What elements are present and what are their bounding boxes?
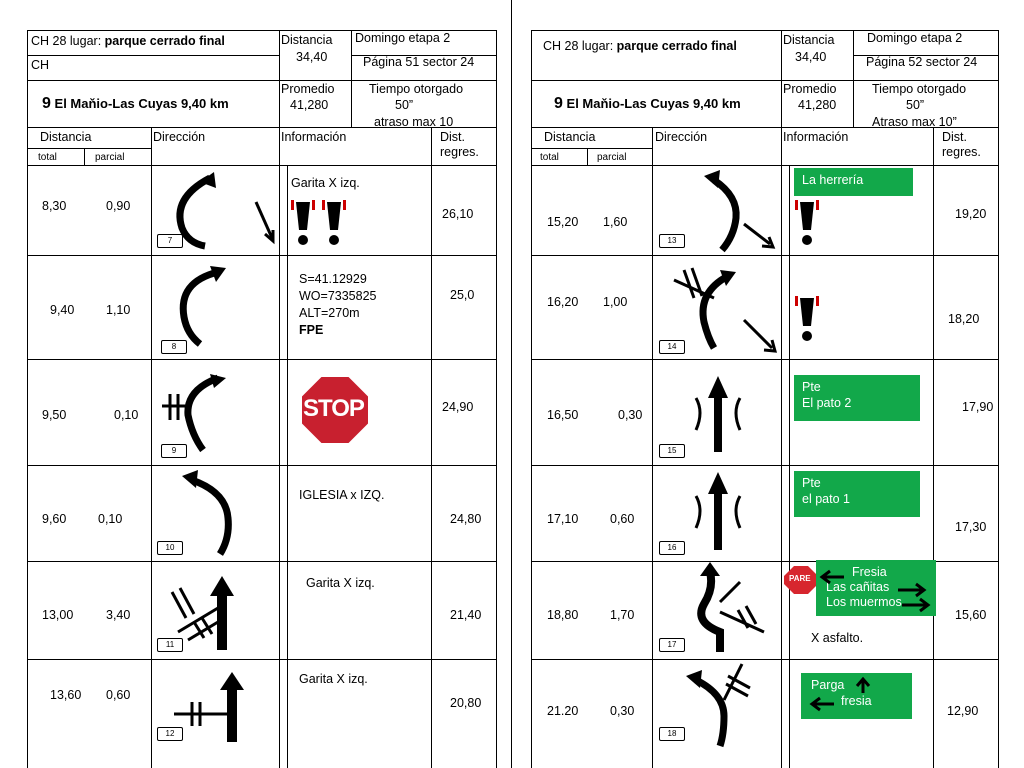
col-total: total: [540, 152, 559, 163]
tulip-left-crossing-icon: [670, 262, 780, 357]
sign-line: Pte: [802, 476, 821, 490]
sign-line: Los muermos: [826, 595, 902, 609]
partial-distance: 0,10: [98, 512, 123, 526]
regres-distance: 24,80: [450, 512, 482, 526]
arrow-right-icon: [898, 583, 928, 613]
regres-distance: 20,80: [450, 696, 482, 710]
average-label: Promedio: [783, 82, 837, 96]
delay-label: atraso max 10: [374, 115, 454, 129]
total-distance: 21.20: [547, 704, 579, 718]
info-text: IGLESIA x IZQ.: [299, 488, 385, 502]
arrow-left-icon: [810, 697, 836, 711]
regres-distance: 19,20: [955, 207, 987, 221]
fpe-text: FPE: [299, 323, 324, 337]
regres-distance: 25,0: [450, 288, 475, 302]
info-text: Garita X izq.: [291, 176, 360, 190]
partial-distance: 0,30: [618, 408, 643, 422]
checkpoint-place: parque cerrado final: [616, 39, 737, 53]
step-badge: 10: [157, 541, 183, 555]
col-direccion: Dirección: [153, 130, 206, 144]
total-distance: 13,00: [42, 608, 74, 622]
step-badge: 13: [659, 234, 685, 248]
regres-distance: 17,90: [962, 400, 994, 414]
checkpoint-title: [543, 39, 737, 54]
total-distance: 16,50: [547, 408, 579, 422]
total-distance: 9,50: [42, 408, 67, 422]
col-distancia: Distancia: [544, 130, 596, 144]
tulip-s-curve-crossing-icon: [680, 562, 780, 656]
danger-icon: [795, 296, 819, 344]
distance-label: Distancia: [281, 33, 333, 47]
step-badge: 9: [161, 444, 187, 458]
step-badge: 8: [161, 340, 187, 354]
leg-number: 9: [554, 95, 563, 112]
sign-line: fresia: [841, 694, 872, 708]
time-value: 50”: [906, 98, 925, 112]
partial-distance: 0,30: [610, 704, 635, 718]
partial-distance: 1,00: [603, 295, 628, 309]
info-sign-box: [794, 471, 920, 517]
partial-distance: 0,60: [610, 512, 635, 526]
col-dist-label: Dist.: [440, 130, 465, 144]
sign-line: El pato 2: [802, 396, 852, 410]
col-dist-regres: [942, 130, 981, 160]
partial-distance: 3,40: [106, 608, 131, 622]
leg-title: [554, 96, 741, 111]
col-parcial: parcial: [95, 152, 125, 163]
average-value: 41,280: [798, 98, 837, 112]
stage-label: Domingo etapa 2: [355, 31, 451, 45]
step-badge: 15: [659, 444, 685, 458]
leg-number: 9: [42, 95, 51, 112]
tulip-bridge-icon: [690, 468, 750, 554]
danger-icon: [795, 200, 819, 248]
time-value: 50”: [395, 98, 414, 112]
sign-line: Parga: [811, 678, 845, 692]
average-label: Promedio: [281, 82, 335, 96]
checkpoint-place: parque cerrado final: [104, 34, 225, 48]
col-parcial: parcial: [597, 152, 627, 163]
regres-distance: 17,30: [955, 520, 987, 534]
col-distancia: Distancia: [40, 130, 92, 144]
partial-distance: 0,90: [106, 199, 131, 213]
regres-distance: 12,90: [947, 704, 979, 718]
step-badge: 7: [157, 234, 183, 248]
partial-distance: 1,70: [610, 608, 635, 622]
altitude-text: ALT=270m: [299, 306, 360, 320]
regres-distance: 24,90: [442, 400, 474, 414]
total-distance: 15,20: [547, 215, 579, 229]
total-distance: 8,30: [42, 199, 67, 213]
total-distance: 17,10: [547, 512, 579, 526]
regres-distance: 21,40: [450, 608, 482, 622]
col-regres-label: regres.: [942, 145, 981, 159]
partial-distance: 0,10: [114, 408, 139, 422]
col-informacion: Información: [281, 130, 347, 144]
tulip-bridge-icon: [690, 372, 750, 456]
time-label: Tiempo otorgado: [872, 82, 967, 96]
partial-distance: 0,60: [106, 688, 131, 702]
distance-value: 34,40: [795, 50, 827, 64]
arrow-up-icon: [856, 677, 870, 693]
step-badge: 18: [659, 727, 685, 741]
sign-line: el pato 1: [802, 492, 850, 506]
ch-label: CH: [31, 58, 50, 72]
leg-name: El Maňio-Las Cuyas 9,40 km: [566, 96, 741, 111]
checkpoint-label: CH 28 lugar:: [543, 39, 617, 53]
sign-line: Pte: [802, 380, 821, 394]
leg-name: El Maňio-Las Cuyas 9,40 km: [54, 96, 229, 111]
regres-distance: 18,20: [948, 312, 980, 326]
step-badge: 12: [157, 727, 183, 741]
regres-distance: 26,10: [442, 207, 474, 221]
col-direccion: Dirección: [655, 130, 708, 144]
stop-sign-text: STOP: [303, 395, 364, 422]
partial-distance: 1,60: [603, 215, 628, 229]
sign-line: Las cañitas: [826, 580, 890, 594]
regres-distance: 15,60: [955, 608, 987, 622]
latitude-text: S=41.12929: [299, 272, 367, 286]
col-total: total: [38, 152, 57, 163]
col-dist-label: Dist.: [942, 130, 967, 144]
tulip-left-curve-crossing-icon: [680, 660, 760, 748]
distance-label: Distancia: [783, 33, 835, 47]
tulip-right-turn-icon: [700, 168, 780, 253]
info-text: Garita X izq.: [299, 672, 368, 686]
page-label: Página 51 sector 24: [363, 55, 475, 69]
distance-value: 34,40: [296, 50, 328, 64]
delay-label: Atraso max 10”: [872, 115, 957, 129]
step-badge: 14: [659, 340, 685, 354]
step-badge: 17: [659, 638, 685, 652]
checkpoint-label: CH 28 lugar:: [31, 34, 105, 48]
total-distance: 9,40: [50, 303, 75, 317]
total-distance: 16,20: [547, 295, 579, 309]
step-badge: 11: [157, 638, 183, 652]
info-text: Garita X izq.: [306, 576, 375, 590]
longitude-text: WO=7335825: [299, 289, 377, 303]
col-informacion: Información: [783, 130, 849, 144]
col-regres-label: regres.: [440, 145, 479, 159]
average-value: 41,280: [290, 98, 329, 112]
total-distance: 9,60: [42, 512, 67, 526]
total-distance: 18,80: [547, 608, 579, 622]
partial-distance: 1,10: [106, 303, 131, 317]
info-text: X asfalto.: [811, 631, 864, 645]
info-sign-box: [794, 375, 920, 421]
info-sign-box: La herrería: [794, 168, 913, 196]
sign-line: Fresia: [852, 565, 887, 579]
pare-sign-text: PARE: [789, 574, 811, 583]
page-label: Página 52 sector 24: [866, 55, 978, 69]
step-badge: 16: [659, 541, 685, 555]
stage-label: Domingo etapa 2: [867, 31, 963, 45]
arrow-left-icon: [820, 570, 846, 584]
total-distance: 13,60: [50, 688, 82, 702]
time-label: Tiempo otorgado: [369, 82, 464, 96]
